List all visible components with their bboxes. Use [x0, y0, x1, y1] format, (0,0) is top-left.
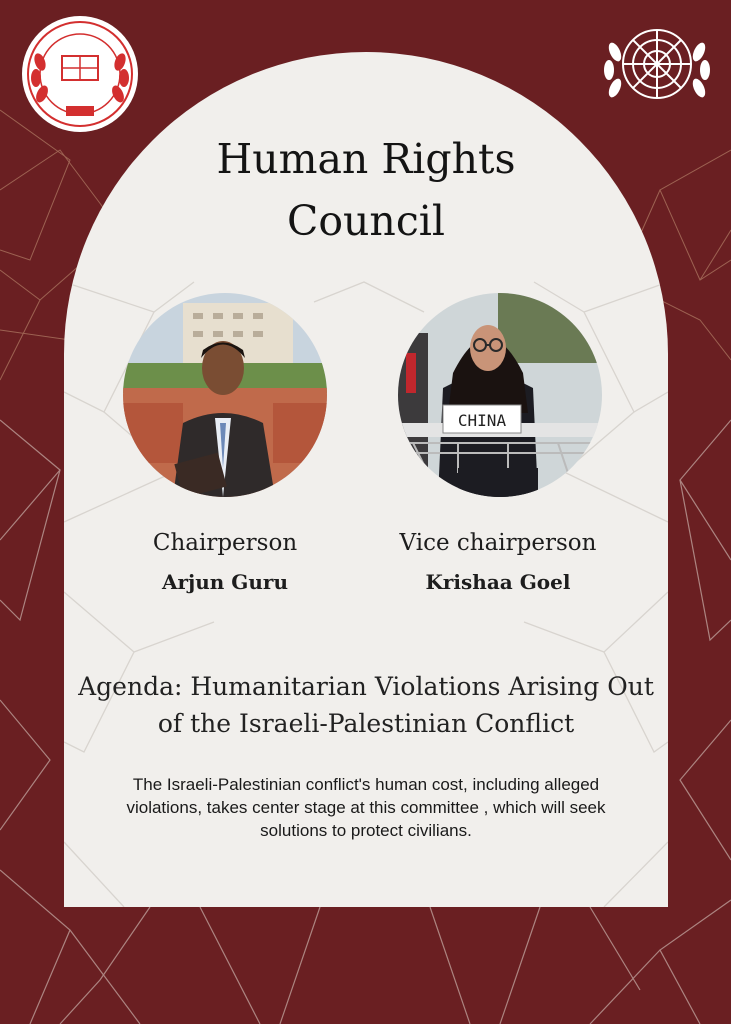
page-title: [64, 128, 668, 252]
vice-chairperson-photo: [398, 293, 602, 497]
agenda-heading: [70, 668, 662, 742]
description-line-3: solutions to protect civilians.: [260, 821, 472, 840]
united-nations-emblem-icon: [595, 12, 719, 122]
vice-chairperson-role: Vice chairperson: [399, 530, 597, 556]
agenda-line-2: of the Israeli-Palestinian Conflict: [157, 709, 575, 738]
committee-description: [80, 773, 652, 842]
title-line-2: Council: [286, 197, 446, 245]
description-line-2: violations, takes center stage at this committee , which will seek: [126, 798, 606, 817]
chairperson-name: Arjun Guru: [161, 570, 289, 594]
chairperson-photo: [123, 293, 327, 497]
country-placard: CHINA: [457, 411, 507, 430]
chairperson-role: Chairperson: [152, 530, 298, 556]
agenda-line-1: Agenda: Humanitarian Violations Arising Out: [78, 672, 654, 701]
vice-chairperson-name: Krishaa Goel: [425, 570, 571, 594]
school-crest-icon: [18, 14, 142, 134]
title-line-1: Human Rights: [216, 135, 516, 183]
description-line-1: The Israeli-Palestinian conflict's human cost, including alleged: [132, 775, 600, 794]
